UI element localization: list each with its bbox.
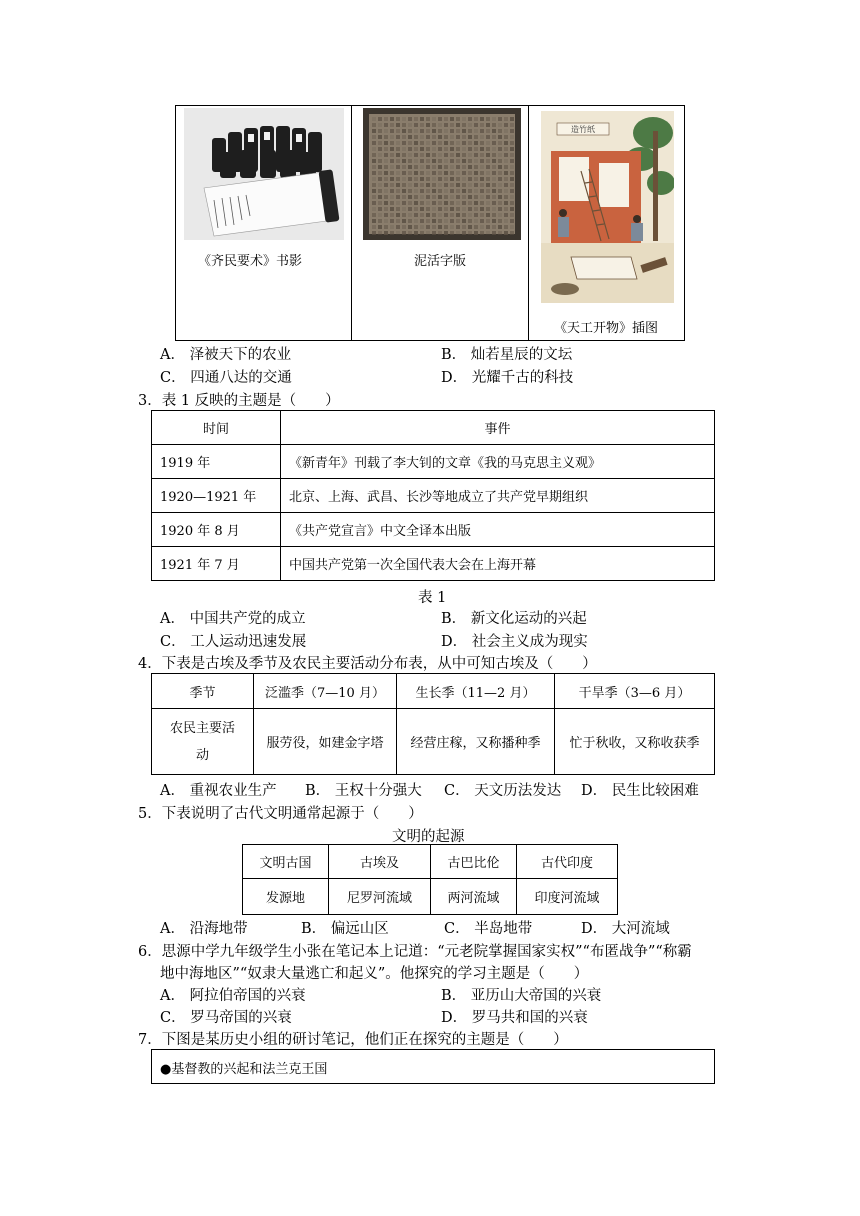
q4-cell-flood: 服劳役，如建金字塔 (254, 709, 397, 775)
q3-cell-time: 1920—1921 年 (152, 479, 281, 513)
q4-row-label-line2: 动 (195, 747, 209, 763)
q5-option-c[interactable]: C． 半岛地带 (444, 921, 533, 937)
q5-option-a[interactable]: A． 沿海地带 (160, 921, 248, 937)
q6-option-b[interactable]: B． 亚历山大帝国的兴衰 (441, 988, 602, 1004)
q4-row-label-line1: 农民主要活 (169, 720, 235, 736)
q6-stem-line2: 地中海地区”“奴隶大量逃亡和起义”。他探究的学习主题是（ ） (160, 966, 589, 982)
q3-header-event: 事件 (281, 411, 715, 445)
q6-option-d[interactable]: D． 罗马共和国的兴衰 (441, 1010, 588, 1026)
q3-stem: 3．表 1 反映的主题是（ ） (138, 393, 340, 409)
q5-header-civilization: 文明古国 (243, 845, 329, 879)
q4-option-c[interactable]: C． 天文历法发达 (444, 783, 562, 799)
q3-cell-event: 《共产党宣言》中文全译本出版 (281, 513, 715, 547)
q7-stem: 7．下图是某历史小组的研讨笔记，他们正在探究的主题是（ ） (138, 1032, 568, 1048)
q3-cell-event: 中国共产党第一次全国代表大会在上海开幕 (281, 547, 715, 581)
image-cell-qimin (176, 106, 352, 340)
q3-cell-event: 《新青年》刊载了李大钊的文章《我的马克思主义观》 (281, 445, 715, 479)
q2-option-b[interactable]: B． 灿若星辰的文坛 (441, 347, 573, 363)
q4-header-flood: 泛滥季（7—10 月） (254, 674, 397, 709)
q3-option-b[interactable]: B． 新文化运动的兴起 (441, 611, 587, 627)
q5-option-d[interactable]: D． 大河流域 (581, 921, 670, 937)
q4-option-b[interactable]: B． 王权十分强大 (305, 783, 422, 799)
q4-cell-growth: 经营庄稼，又称播种季 (397, 709, 555, 775)
q5-header-babylon: 古巴比伦 (431, 845, 517, 879)
q3-cell-event: 北京、上海、武昌、长沙等地成立了共产党早期组织 (281, 479, 715, 513)
q4-header-growth: 生长季（11—2 月） (397, 674, 555, 709)
q3-table-caption: 表 1 (418, 590, 447, 606)
caption-clay-type: 泥活字版 (414, 254, 467, 269)
q5-header-india: 古代印度 (517, 845, 618, 879)
image-cell-clay-type (352, 106, 529, 340)
q5-cell-india: 印度河流域 (517, 879, 618, 915)
qimin-yaoshu-photo (184, 108, 344, 240)
caption-qimin: 《齐民要术》书影 (198, 254, 303, 269)
q4-header-season: 季节 (152, 674, 254, 709)
q6-option-a[interactable]: A． 阿拉伯帝国的兴衰 (160, 988, 306, 1004)
q3-option-a[interactable]: A． 中国共产党的成立 (160, 611, 306, 627)
q2-option-d[interactable]: D． 光耀千古的科技 (441, 370, 574, 386)
q3-cell-time: 1920 年 8 月 (152, 513, 281, 547)
q4-table (151, 673, 715, 775)
q3-header-time: 时间 (152, 411, 281, 445)
q4-stem: 4．下表是古埃及季节及农民主要活动分布表，从中可知古埃及（ ） (138, 656, 597, 672)
q3-table (151, 410, 715, 581)
q4-option-a[interactable]: A． 重视农业生产 (160, 783, 277, 799)
q6-stem-line1: 6．思源中学九年级学生小张在笔记本上记道：“元老院掌握国家实权”“布匿战争”“称霸 (138, 944, 692, 960)
q4-option-d[interactable]: D． 民生比较困难 (581, 783, 699, 799)
caption-tiangong: 《天工开物》插图 (554, 321, 659, 336)
clay-type-plate-photo (363, 108, 521, 240)
image-cell-tiangong (529, 106, 686, 340)
q5-table-title: 文明的起源 (392, 829, 465, 845)
q3-option-d[interactable]: D． 社会主义成为现实 (441, 634, 588, 650)
q4-cell-dry: 忙于秋收，又称收获季 (555, 709, 715, 775)
q6-option-c[interactable]: C． 罗马帝国的兴衰 (160, 1010, 292, 1026)
q5-cell-egypt: 尼罗河流域 (329, 879, 431, 915)
q4-row-label (152, 709, 254, 775)
q7-note-text: ●基督教的兴起和法兰克王国 (160, 1062, 328, 1077)
q3-option-c[interactable]: C． 工人运动迅速发展 (160, 634, 307, 650)
q5-cell-babylon: 两河流域 (431, 879, 517, 915)
q5-cell-origin-label: 发源地 (243, 879, 329, 915)
q5-option-b[interactable]: B． 偏远山区 (301, 921, 389, 937)
q2-option-a[interactable]: A． 泽被天下的农业 (160, 347, 292, 363)
q2-option-c[interactable]: C． 四通八达的交通 (160, 370, 292, 386)
q3-cell-time: 1919 年 (152, 445, 281, 479)
tiangong-kaiwu-illustration (541, 111, 674, 303)
q4-header-dry: 干旱季（3—6 月） (555, 674, 715, 709)
q5-stem: 5．下表说明了古代文明通常起源于（ ） (138, 806, 423, 822)
q7-note-box (151, 1049, 715, 1084)
q5-header-egypt: 古埃及 (329, 845, 431, 879)
image-table (175, 105, 685, 341)
q5-table (242, 844, 618, 915)
sign-text: 造竹纸 (571, 125, 595, 134)
q3-cell-time: 1921 年 7 月 (152, 547, 281, 581)
